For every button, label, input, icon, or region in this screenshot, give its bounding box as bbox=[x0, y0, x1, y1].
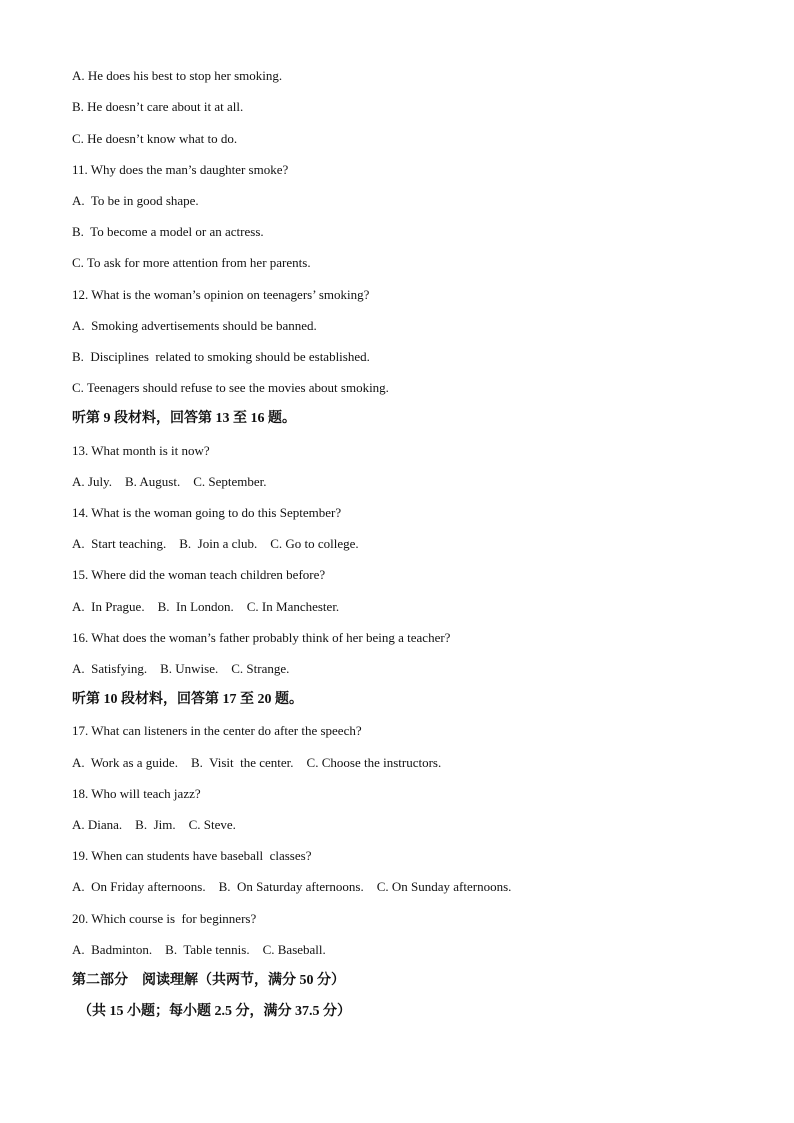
question-17: 17. What can listeners in the center do after the speech? bbox=[72, 723, 362, 738]
option-12b: B. Disciplines related to smoking should be established. bbox=[72, 349, 370, 364]
section-heading-9: 听第 9 段材料，回答第 13 至 16 题。 bbox=[72, 411, 296, 426]
section-heading-10: 听第 10 段材料，回答第 17 至 20 题。 bbox=[72, 692, 303, 707]
question-12: 12. What is the woman’s opinion on teenagers’ smoking? bbox=[72, 287, 370, 302]
options-18: A. Diana. B. Jim. C. Steve. bbox=[72, 817, 236, 832]
question-16: 16. What does the woman’s father probably think of her being a teacher? bbox=[72, 630, 451, 645]
part-two-heading: 第二部分 阅读理解（共两节，满分 50 分） bbox=[72, 973, 345, 988]
option-11c: C. To ask for more attention from her parents. bbox=[72, 255, 311, 270]
options-16: A. Satisfying. B. Unwise. C. Strange. bbox=[72, 661, 290, 676]
option-10a: A. He does his best to stop her smoking. bbox=[72, 68, 283, 83]
options-14: A. Start teaching. B. Join a club. C. Go to college. bbox=[72, 536, 359, 551]
question-15: 15. Where did the woman teach children before? bbox=[72, 567, 326, 582]
options-17: A. Work as a guide. B. Visit the center. C. Choose the instructors. bbox=[72, 755, 442, 770]
question-20: 20. Which course is for beginners? bbox=[72, 911, 257, 926]
option-12c: C. Teenagers should refuse to see the movies about smoking. bbox=[72, 380, 389, 395]
options-19: A. On Friday afternoons. B. On Saturday afternoons. C. On Sunday afternoons. bbox=[72, 879, 512, 894]
question-19: 19. When can students have baseball classes? bbox=[72, 848, 312, 863]
question-14: 14. What is the woman going to do this September? bbox=[72, 505, 342, 520]
option-11a: A. To be in good shape. bbox=[72, 193, 199, 208]
option-11b: B. To become a model or an actress. bbox=[72, 224, 264, 239]
question-11: 11. Why does the man’s daughter smoke? bbox=[72, 162, 289, 177]
option-12a: A. Smoking advertisements should be banned. bbox=[72, 318, 317, 333]
options-13: A. July. B. August. C. September. bbox=[72, 474, 267, 489]
options-15: A. In Prague. B. In London. C. In Manchester. bbox=[72, 599, 340, 614]
options-20: A. Badminton. B. Table tennis. C. Baseball. bbox=[72, 942, 326, 957]
question-13: 13. What month is it now? bbox=[72, 443, 210, 458]
option-10b: B. He doesn’t care about it at all. bbox=[72, 99, 244, 114]
part-two-subheading: （共 15 小题；每小题 2.5 分，满分 37.5 分） bbox=[78, 1004, 351, 1019]
question-18: 18. Who will teach jazz? bbox=[72, 786, 201, 801]
option-10c: C. He doesn’t know what to do. bbox=[72, 131, 238, 146]
